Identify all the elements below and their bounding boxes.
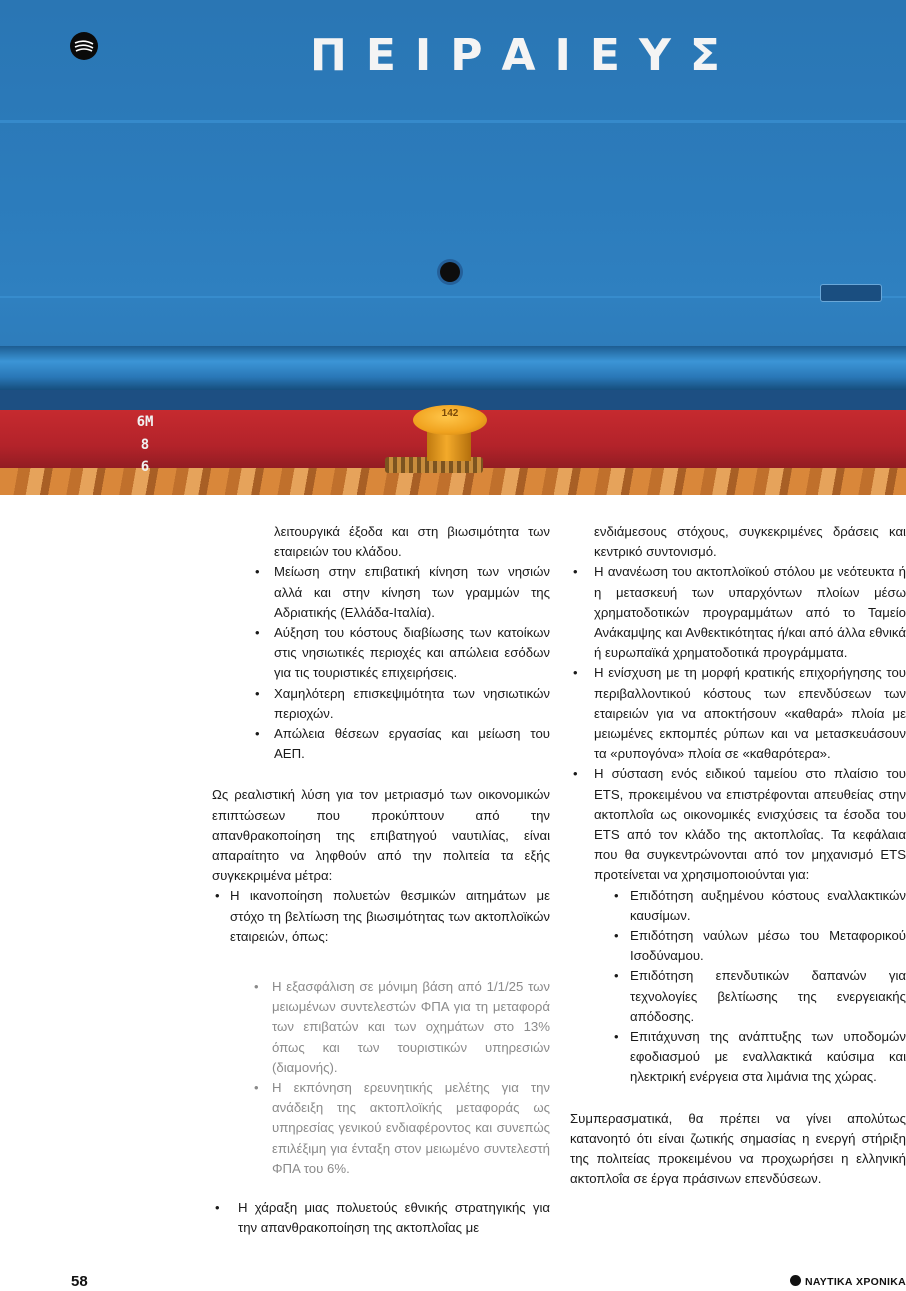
list-item: • Η ανανέωση του ακτοπλοϊκού στόλου με νεότευκτα ή η μετασκευή των υπαρχόντων πλοίων μέσω χρηματοδοτικών προγραμμάτων από το Ταμείο Ανάκαμψης και Ανθεκτικότητας ή/και από άλλα εθνικά ή ευρωπαϊκά χρηματοδοτικά προγράμματα. [570,562,906,663]
intro-paragraph: Ως ρεαλιστική λύση για τον μετριασμό των οικονομικών επιπτώσεων που προκύπτουν από την απανθρακοποίηση της επιβατηγού ναυτιλίας, είναι απαραίτητο να ληφθούν από την πολιτεία τα εξής συγκεκριμένα μέτρα: [212,787,550,884]
impacts-list [212,562,550,764]
list-item: • Η χάραξη μιας πολυετούς εθνικής στρατηγικής για την απανθρακοποίηση της ακτοπλοΐας με [212,1198,550,1238]
list-item: • Αύξηση του κόστους διαβίωσης των κατοίκων στις νησιωτικές περιοχές και απώλεια εσόδων για τις τουριστικές επιχειρήσεις. [212,623,550,684]
article-column-left [212,522,550,1239]
brand-logo-icon [790,1275,801,1286]
list-item: • Η εκπόνηση ερευνητικής μελέτης για την ανάδειξη της ακτοπλοϊκής μεταφοράς ως υπηρεσίας γενικού ενδιαφέροντος και συνεπώς επιλέξιμη για ένταξη στον μειωμένο συντελεστή ΦΠΑ του 6%. [212,1078,550,1179]
hero-photo [0,0,906,495]
conclusion-paragraph: Συμπερασματικά, θα πρέπει να γίνει απολύτως κατανοητό ότι είναι ζωτικής σημασίας η ενεργή στήριξη της πολιτείας προκειμένου να προχωρήσει η ελληνική ακτοπλοΐα σε έργα πράσινων επενδύσεων. [570,1110,906,1187]
hull-rubbing-strake [0,346,906,390]
measures-list [570,562,906,885]
measures-list [212,886,550,947]
list-item: • Η εξασφάλιση σε μόνιμη βάση από 1/1/25 των μειωμένων συντελεστών ΦΠΑ για τη μεταφορά των επιβατών και των οχημάτων στο 13% όπως και των τουριστικών υπηρεσιών (διαμονής). [212,977,550,1078]
measures-list [212,1198,550,1238]
sub-measures-list [212,977,550,1179]
hull-seam [0,120,906,123]
publication-name: ΝΑΥΤΙΚΑ ΧΡΟΝΙΚΑ [805,1276,906,1288]
draft-mark: 6 [140,459,150,475]
list-item: • Επιδότηση επενδυτικών δαπανών για τεχνολογίες βελτίωσης της ενεργειακής απόδοσης. [570,966,906,1027]
publication-brand [790,1275,906,1291]
continuation-text: λειτουργικά έξοδα και στη βιωσιμότητα των εταιρειών του κλάδου. [274,524,550,560]
ets-uses-list [570,886,906,1088]
list-item: • Επιτάχυνση της ανάπτυξης των υποδομών εφοδιασμού με εναλλακτικά καύσιμα και ηλεκτρική ενέργεια στα λιμάνια της χώρας. [570,1027,906,1088]
ship-name-lettering: ΠΕΙΡΑΙΕΥΣ [310,30,739,81]
magazine-logo-icon [70,32,98,60]
hull-fitting [820,284,882,302]
list-item: • Μείωση στην επιβατική κίνηση των νησιών αλλά και στην κίνηση των γραμμών της Αδριατικής (Ελλάδα-Ιταλία). [212,562,550,623]
article-column-right [570,522,906,1190]
bollard-cap [413,405,487,435]
draft-mark: 6M [136,414,154,430]
list-item: • Η σύσταση ενός ειδικού ταμείου στο πλαίσιο του ETS, προκειμένου να επιστρέφονται απευθείας στην ακτοπλοΐα ως οικονομικές ενισχύσεις τα έσοδα του ETS από τον κλάδο της ακτοπλοΐας. Τα κεφάλαια που θα συγκεντρώνονται από τον μηχανισμό ETS προτείνεται να χρησιμοποιούνται για: [570,764,906,885]
hull-seam [0,296,906,298]
draft-mark: 8 [140,437,150,453]
list-item: • Χαμηλότερη επισκεψιμότητα των νησιωτικών περιοχών. [212,684,550,724]
list-item: • Επιδότηση αυξημένου κόστους εναλλακτικών καυσίμων. [570,886,906,926]
continuation-text: ενδιάμεσους στόχους, συγκεκριμένες δράσεις και κεντρικό συντονισμό. [594,524,906,560]
list-item: • Η ενίσχυση με τη μορφή κρατικής επιχορήγησης του περιβαλλοντικού κόστους των επενδύσεων των εταιρειών για να αποκτήσουν «καθαρά» πλοία με μειωμένες εκπομπές ρύπων και να μετασκευάσουν τα «ρυπογόνα» πλοία σε «καθαρότερα». [570,663,906,764]
bollard-number: 142 [441,408,459,419]
list-item: • Απώλεια θέσεων εργασίας και μείωση του ΑΕΠ. [212,724,550,764]
page-number: 58 [71,1273,88,1290]
list-item: • Η ικανοποίηση πολυετών θεσμικών αιτημάτων με στόχο τη βελτίωση της βιωσιμότητας των ακτοπλοϊκών εταιρειών, όπως: [212,886,550,947]
mooring-bollard [385,405,485,473]
hull-porthole [440,262,460,282]
list-item: • Επιδότηση ναύλων μέσω του Μεταφορικού Ισοδύναμου. [570,926,906,966]
